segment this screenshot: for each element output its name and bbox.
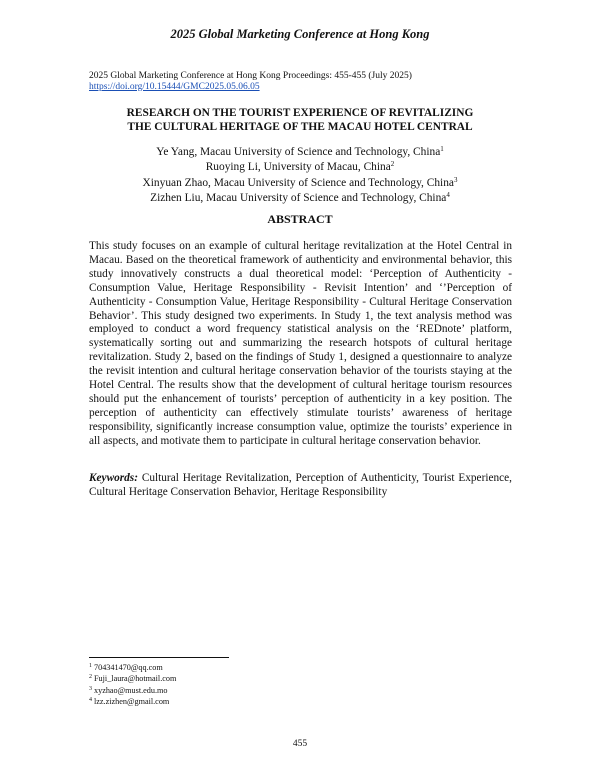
paper-title [0, 107, 600, 134]
author-line [0, 176, 600, 191]
footnote-divider [89, 657, 229, 658]
author-footnote-mark: 4 [446, 190, 450, 199]
footnote-email: lzz.zizhen@gmail.com [94, 696, 170, 706]
footnote-email: xyzhao@must.edu.mo [94, 685, 168, 695]
author-list [0, 145, 600, 206]
author-affiliation: Xinyuan Zhao, Macau University of Science and Technology, China [142, 176, 454, 189]
author-line [0, 145, 600, 160]
abstract-heading: ABSTRACT [267, 212, 333, 226]
author-affiliation: Ye Yang, Macau University of Science and Technology, China [156, 146, 441, 158]
abstract-body: This study focuses on an example of cultural heritage revitalization at the Hotel Central in Macau. Based on the theoretical framework of authenticity and environmental behavior, this study innovatively constructs a dual theoretical model: ‘Perception of Authenticity - Consumption Value, Heritage Responsibility - Revisit Intention’ and ‘’Perception of Authenticity - Consumption Value, Heritage Responsibility - Cultural Heritage Conservation Behavior’. This study designed two experiments. In Study 1, the text analysis method was employed to conduct a word frequency statistical analysis on the ‘REDnote’ platform, systematically sorting out and summarizing the research hotspots of cultural heritage revitalization. Study 2, based on the findings of Study 1, designed a questionnaire to analyze the revisit intention and cultural heritage conservation behavior of the tourists staying at the Hotel Central. The results show that the development of cultural heritage tourism resources should put the enhancement of tourists’ perception of authenticity in a key position. The perception of authenticity can effectively stimulate tourists’ awareness of heritage responsibility, significantly increase consumption value, optimize the tourists’ experience in all aspects, and motivate them to participate in cultural heritage conservation behavior. [89, 240, 512, 447]
author-footnote-mark: 1 [440, 145, 444, 153]
keywords-label: Keywords: [89, 472, 138, 484]
author-line [0, 191, 600, 206]
keywords-text: Cultural Heritage Revitalization, Perception of Authenticity, Tourist Experience, Cultural Heritage Conservation Behavior, Heritage Responsibility [89, 472, 512, 498]
footnotes [89, 662, 176, 707]
footnote-item [89, 662, 176, 673]
author-footnote-mark: 2 [390, 160, 395, 169]
author-affiliation: Ruoying Li, University of Macau, China [205, 161, 391, 174]
author-footnote-mark: 3 [453, 175, 458, 184]
footnote-mark: 4 [89, 696, 92, 703]
proceedings-citation: 2025 Global Marketing Conference at Hong Kong Proceedings: 455-455 (July 2025) [89, 71, 412, 81]
footnote-item [89, 685, 176, 696]
footnote-mark: 2 [89, 674, 92, 681]
author-line [0, 160, 600, 175]
footnote-item [89, 673, 176, 684]
running-header: 2025 Global Marketing Conference at Hong Kong [170, 27, 430, 41]
footnote-mark: 3 [89, 685, 92, 692]
page-number: 455 [292, 739, 308, 749]
keywords-paragraph [89, 471, 512, 499]
footnote-email: 704341470@qq.com [94, 663, 163, 672]
doi-link[interactable]: https://doi.org/10.15444/GMC2025.05.06.05 [89, 82, 260, 92]
title-line-2: THE CULTURAL HERITAGE OF THE MACAU HOTEL CENTRAL [127, 120, 473, 133]
footnote-email: Fuji_laura@hotmail.com [94, 674, 177, 684]
footnote-item [89, 696, 176, 707]
title-line-1: RESEARCH ON THE TOURIST EXPERIENCE OF REVITALIZING [126, 107, 474, 119]
footnote-mark: 1 [89, 663, 92, 669]
author-affiliation: Zizhen Liu, Macau University of Science and Technology, China [150, 191, 447, 204]
